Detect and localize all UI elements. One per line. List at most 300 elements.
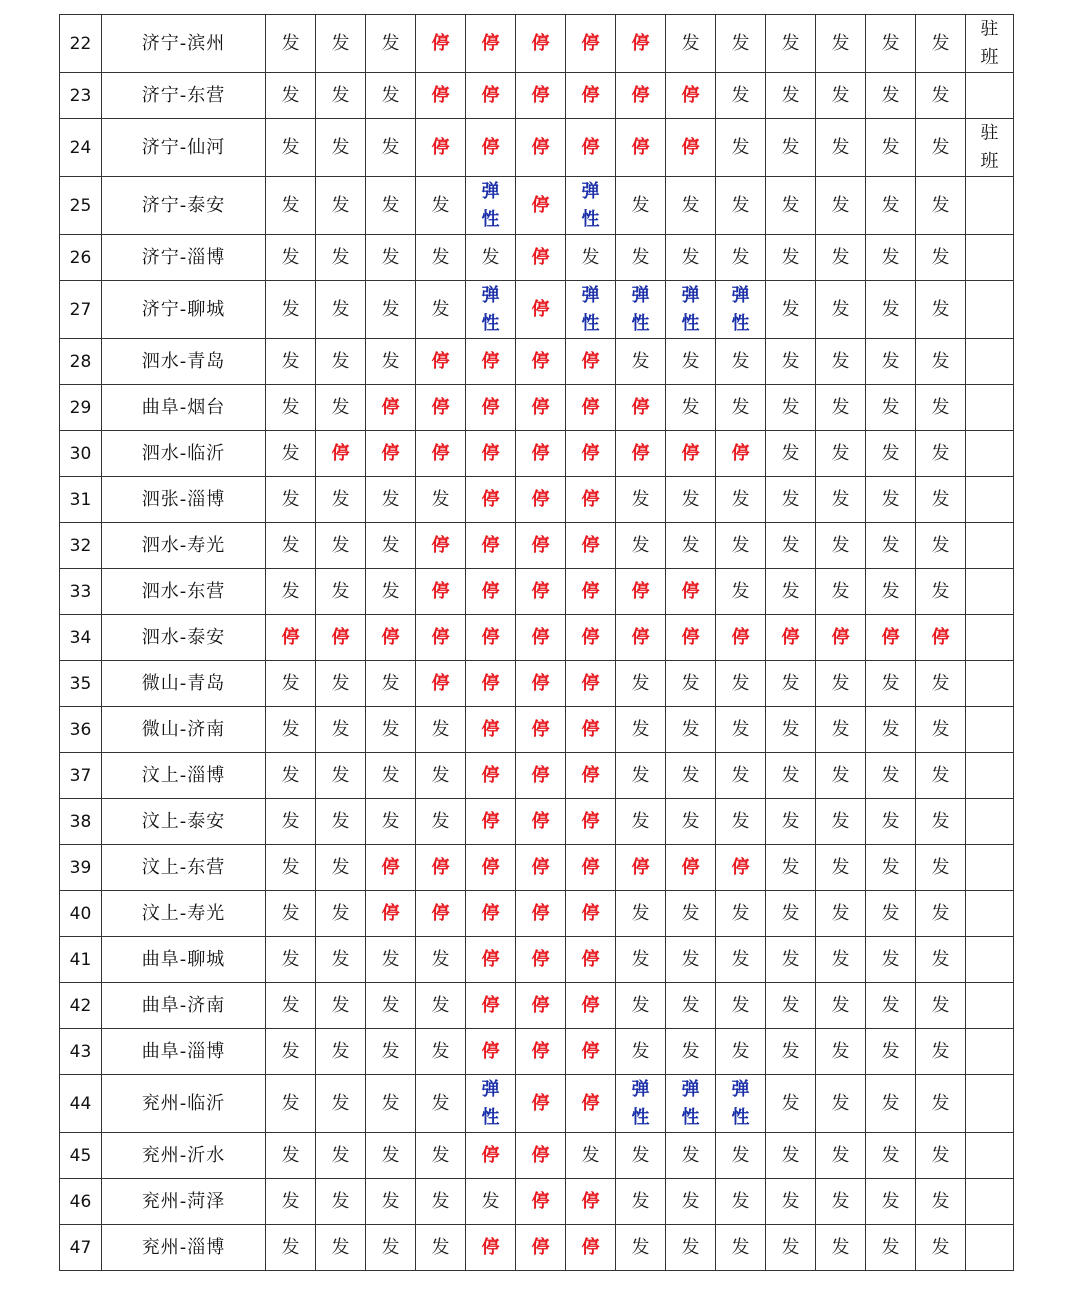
status-cell — [916, 891, 966, 937]
status-badge: 发 — [431, 1144, 450, 1166]
status-cell — [666, 235, 716, 281]
schedule-table — [59, 14, 1014, 1271]
route-name: 兖州-菏泽 — [102, 1179, 266, 1225]
status-badge: 发 — [731, 194, 750, 216]
status-cell — [816, 983, 866, 1029]
status-cell — [916, 1029, 966, 1075]
status-badge: 发 — [881, 994, 900, 1016]
status-badge: 停 — [381, 626, 400, 648]
status-badge: 弹性 — [681, 284, 700, 334]
status-cell — [266, 753, 316, 799]
status-cell — [316, 119, 366, 177]
note-cell — [966, 845, 1014, 891]
status-badge: 发 — [731, 534, 750, 556]
status-cell — [766, 177, 816, 235]
status-badge: 发 — [381, 994, 400, 1016]
status-cell — [716, 477, 766, 523]
status-badge: 停 — [531, 396, 550, 418]
status-cell — [366, 1075, 416, 1133]
status-badge: 发 — [781, 948, 800, 970]
status-cell — [566, 431, 616, 477]
note-cell — [966, 1225, 1014, 1271]
status-badge: 停 — [481, 718, 500, 740]
status-badge: 停 — [431, 84, 450, 106]
status-cell — [566, 799, 616, 845]
status-cell — [666, 1179, 716, 1225]
row-number: 31 — [60, 477, 102, 523]
status-badge: 停 — [581, 626, 600, 648]
status-cell — [366, 1179, 416, 1225]
status-badge: 停 — [481, 442, 500, 464]
row-number: 40 — [60, 891, 102, 937]
status-badge: 发 — [631, 764, 650, 786]
status-badge: 停 — [531, 1040, 550, 1062]
status-badge: 停 — [681, 84, 700, 106]
row-number: 39 — [60, 845, 102, 891]
status-cell — [816, 615, 866, 661]
status-badge: 发 — [631, 488, 650, 510]
status-cell — [766, 845, 816, 891]
status-badge: 弹性 — [581, 180, 600, 230]
status-badge: 发 — [381, 1040, 400, 1062]
row-number: 38 — [60, 799, 102, 845]
status-cell — [866, 385, 916, 431]
route-name: 泗水-泰安 — [102, 615, 266, 661]
row-number: 45 — [60, 1133, 102, 1179]
note-cell — [966, 431, 1014, 477]
status-cell — [316, 431, 366, 477]
status-badge: 停 — [581, 810, 600, 832]
status-cell — [766, 799, 816, 845]
status-badge: 停 — [681, 580, 700, 602]
status-cell — [766, 523, 816, 569]
status-cell — [866, 1133, 916, 1179]
status-badge: 发 — [331, 194, 350, 216]
status-cell — [316, 1179, 366, 1225]
status-cell — [316, 753, 366, 799]
status-badge: 停 — [531, 810, 550, 832]
status-badge: 停 — [831, 626, 850, 648]
status-cell — [866, 799, 916, 845]
status-cell — [316, 707, 366, 753]
status-badge: 发 — [681, 672, 700, 694]
status-cell — [766, 385, 816, 431]
status-cell — [716, 569, 766, 615]
status-cell — [866, 891, 916, 937]
status-cell — [566, 177, 616, 235]
status-badge: 发 — [881, 902, 900, 924]
note-cell — [966, 477, 1014, 523]
status-badge: 停 — [581, 1190, 600, 1212]
status-cell — [316, 523, 366, 569]
status-cell — [916, 799, 966, 845]
status-badge: 停 — [531, 442, 550, 464]
status-cell — [366, 1029, 416, 1075]
status-cell — [466, 615, 516, 661]
note-cell — [966, 177, 1014, 235]
route-name: 曲阜-淄博 — [102, 1029, 266, 1075]
status-cell — [416, 477, 466, 523]
status-badge: 发 — [331, 856, 350, 878]
row-number: 27 — [60, 281, 102, 339]
route-name: 曲阜-聊城 — [102, 937, 266, 983]
status-cell — [266, 983, 316, 1029]
status-cell — [816, 1075, 866, 1133]
status-cell — [516, 1179, 566, 1225]
status-badge: 发 — [831, 84, 850, 106]
status-badge: 发 — [831, 1144, 850, 1166]
status-badge: 发 — [681, 994, 700, 1016]
status-cell — [916, 983, 966, 1029]
status-badge: 发 — [881, 534, 900, 556]
status-cell — [616, 799, 666, 845]
status-badge: 发 — [281, 580, 300, 602]
status-badge: 发 — [281, 902, 300, 924]
table-row — [60, 339, 1014, 385]
status-cell — [466, 1029, 516, 1075]
status-cell — [566, 1133, 616, 1179]
row-number: 34 — [60, 615, 102, 661]
status-badge: 发 — [331, 534, 350, 556]
status-cell — [666, 983, 716, 1029]
status-badge: 发 — [431, 1092, 450, 1114]
status-badge: 停 — [631, 396, 650, 418]
note-cell — [966, 339, 1014, 385]
status-badge: 停 — [481, 1144, 500, 1166]
status-cell — [466, 119, 516, 177]
status-cell — [366, 431, 416, 477]
table-row — [60, 385, 1014, 431]
status-badge: 发 — [781, 534, 800, 556]
status-badge: 停 — [481, 488, 500, 510]
status-cell — [916, 1075, 966, 1133]
status-badge: 发 — [881, 580, 900, 602]
status-cell — [916, 477, 966, 523]
status-cell — [416, 235, 466, 281]
status-badge: 停 — [531, 1236, 550, 1258]
status-badge: 发 — [281, 350, 300, 372]
status-badge: 发 — [281, 442, 300, 464]
row-number: 41 — [60, 937, 102, 983]
table-row — [60, 177, 1014, 235]
status-cell — [866, 119, 916, 177]
status-badge: 发 — [431, 246, 450, 268]
status-cell — [816, 1133, 866, 1179]
table-row — [60, 73, 1014, 119]
status-badge: 停 — [531, 488, 550, 510]
status-cell — [416, 845, 466, 891]
status-cell — [516, 1075, 566, 1133]
status-cell — [916, 615, 966, 661]
table-row — [60, 15, 1014, 73]
row-number: 30 — [60, 431, 102, 477]
status-badge: 停 — [581, 488, 600, 510]
note-cell — [966, 281, 1014, 339]
status-cell — [266, 119, 316, 177]
status-badge: 发 — [381, 194, 400, 216]
status-cell — [816, 1225, 866, 1271]
status-cell — [716, 1133, 766, 1179]
status-badge: 停 — [481, 350, 500, 372]
status-badge: 停 — [481, 902, 500, 924]
status-cell — [666, 15, 716, 73]
status-cell — [266, 615, 316, 661]
status-badge: 停 — [481, 84, 500, 106]
status-badge: 发 — [931, 1040, 950, 1062]
status-cell — [866, 15, 916, 73]
status-badge: 停 — [681, 626, 700, 648]
status-cell — [516, 281, 566, 339]
status-cell — [466, 1133, 516, 1179]
status-cell — [316, 983, 366, 1029]
status-badge: 发 — [331, 580, 350, 602]
status-cell — [766, 615, 816, 661]
status-badge: 发 — [731, 246, 750, 268]
status-badge: 发 — [381, 1144, 400, 1166]
status-badge: 发 — [281, 1040, 300, 1062]
status-badge: 停 — [531, 948, 550, 970]
status-cell — [616, 1225, 666, 1271]
status-cell — [416, 1179, 466, 1225]
status-badge: 停 — [581, 718, 600, 740]
status-badge: 停 — [731, 442, 750, 464]
status-cell — [466, 983, 516, 1029]
status-badge: 发 — [581, 246, 600, 268]
status-badge: 发 — [781, 1236, 800, 1258]
status-cell — [516, 73, 566, 119]
note-cell — [966, 615, 1014, 661]
status-cell — [566, 615, 616, 661]
status-badge: 发 — [731, 396, 750, 418]
status-cell — [266, 385, 316, 431]
status-badge: 发 — [781, 856, 800, 878]
status-badge: 发 — [881, 298, 900, 320]
status-cell — [866, 281, 916, 339]
status-badge: 停 — [681, 136, 700, 158]
table-row — [60, 661, 1014, 707]
status-cell — [616, 523, 666, 569]
status-cell — [416, 177, 466, 235]
status-badge: 发 — [781, 1190, 800, 1212]
status-badge: 发 — [931, 718, 950, 740]
status-badge: 发 — [831, 298, 850, 320]
status-cell — [666, 477, 716, 523]
status-cell — [516, 385, 566, 431]
status-cell — [566, 753, 616, 799]
status-cell — [816, 845, 866, 891]
status-badge: 停 — [581, 534, 600, 556]
status-cell — [816, 281, 866, 339]
status-badge: 发 — [681, 32, 700, 54]
status-cell — [566, 15, 616, 73]
status-cell — [766, 1133, 816, 1179]
route-name: 曲阜-济南 — [102, 983, 266, 1029]
note-cell — [966, 73, 1014, 119]
status-badge: 停 — [581, 948, 600, 970]
status-badge: 发 — [731, 488, 750, 510]
status-badge: 发 — [781, 1092, 800, 1114]
status-badge: 发 — [781, 902, 800, 924]
status-cell — [366, 799, 416, 845]
status-cell — [416, 1075, 466, 1133]
status-cell — [616, 1133, 666, 1179]
status-cell — [716, 119, 766, 177]
status-cell — [416, 661, 466, 707]
status-cell — [266, 1029, 316, 1075]
status-cell — [716, 707, 766, 753]
status-badge: 发 — [831, 856, 850, 878]
status-badge: 发 — [831, 396, 850, 418]
status-badge: 发 — [631, 810, 650, 832]
status-cell — [266, 937, 316, 983]
status-badge: 发 — [481, 1190, 500, 1212]
status-cell — [866, 1029, 916, 1075]
status-cell — [766, 73, 816, 119]
status-badge: 发 — [731, 84, 750, 106]
status-cell — [666, 1029, 716, 1075]
status-cell — [716, 1179, 766, 1225]
status-cell — [816, 385, 866, 431]
note-cell — [966, 15, 1014, 73]
status-badge: 停 — [481, 948, 500, 970]
status-cell — [566, 983, 616, 1029]
status-cell — [666, 385, 716, 431]
status-cell — [916, 281, 966, 339]
status-cell — [916, 235, 966, 281]
row-number: 47 — [60, 1225, 102, 1271]
status-cell — [516, 891, 566, 937]
status-badge: 发 — [631, 948, 650, 970]
status-badge: 停 — [681, 442, 700, 464]
status-cell — [766, 15, 816, 73]
status-badge: 发 — [881, 1092, 900, 1114]
table-row — [60, 615, 1014, 661]
status-cell — [716, 891, 766, 937]
status-cell — [566, 119, 616, 177]
status-badge: 发 — [881, 948, 900, 970]
status-cell — [866, 73, 916, 119]
status-badge: 发 — [831, 672, 850, 694]
status-badge: 停 — [581, 580, 600, 602]
status-badge: 停 — [581, 994, 600, 1016]
status-badge: 发 — [931, 534, 950, 556]
status-badge: 发 — [381, 534, 400, 556]
status-badge: 停 — [481, 626, 500, 648]
status-cell — [266, 523, 316, 569]
status-badge: 发 — [431, 1190, 450, 1212]
status-badge: 发 — [381, 350, 400, 372]
status-cell — [616, 1179, 666, 1225]
note-cell — [966, 523, 1014, 569]
status-cell — [566, 281, 616, 339]
status-cell — [866, 339, 916, 385]
route-name: 微山-济南 — [102, 707, 266, 753]
status-cell — [666, 1133, 716, 1179]
status-cell — [466, 177, 516, 235]
status-cell — [316, 891, 366, 937]
status-cell — [416, 339, 466, 385]
status-badge: 发 — [931, 948, 950, 970]
status-cell — [366, 753, 416, 799]
status-badge: 发 — [631, 672, 650, 694]
status-cell — [516, 799, 566, 845]
status-cell — [616, 73, 666, 119]
status-cell — [866, 615, 916, 661]
status-cell — [516, 569, 566, 615]
status-cell — [666, 339, 716, 385]
status-cell — [366, 73, 416, 119]
status-badge: 发 — [781, 136, 800, 158]
status-cell — [616, 753, 666, 799]
status-cell — [916, 73, 966, 119]
status-cell — [266, 477, 316, 523]
status-cell — [816, 891, 866, 937]
status-badge: 发 — [631, 994, 650, 1016]
status-badge: 发 — [381, 948, 400, 970]
table-row — [60, 753, 1014, 799]
status-badge: 发 — [631, 534, 650, 556]
note-text: 驻班 — [980, 122, 999, 172]
status-cell — [516, 477, 566, 523]
row-number: 44 — [60, 1075, 102, 1133]
status-cell — [716, 431, 766, 477]
status-badge: 发 — [281, 84, 300, 106]
status-badge: 停 — [531, 672, 550, 694]
status-cell — [516, 937, 566, 983]
status-cell — [416, 753, 466, 799]
status-cell — [466, 385, 516, 431]
status-badge: 发 — [631, 718, 650, 740]
status-badge: 发 — [381, 810, 400, 832]
status-cell — [666, 615, 716, 661]
status-cell — [866, 1075, 916, 1133]
status-cell — [666, 569, 716, 615]
status-cell — [366, 1133, 416, 1179]
status-cell — [616, 661, 666, 707]
status-badge: 发 — [781, 442, 800, 464]
status-cell — [416, 983, 466, 1029]
status-badge: 发 — [781, 810, 800, 832]
status-badge: 发 — [931, 194, 950, 216]
status-cell — [866, 845, 916, 891]
status-badge: 停 — [481, 32, 500, 54]
status-badge: 停 — [431, 902, 450, 924]
status-cell — [266, 339, 316, 385]
status-badge: 停 — [481, 764, 500, 786]
status-badge: 发 — [931, 396, 950, 418]
status-badge: 弹性 — [581, 284, 600, 334]
status-badge: 发 — [281, 1092, 300, 1114]
status-cell — [616, 431, 666, 477]
route-name: 泗张-淄博 — [102, 477, 266, 523]
table-row — [60, 523, 1014, 569]
status-badge: 发 — [881, 1040, 900, 1062]
status-badge: 发 — [781, 994, 800, 1016]
status-badge: 弹性 — [631, 1078, 650, 1128]
status-badge: 发 — [331, 672, 350, 694]
status-cell — [466, 799, 516, 845]
route-name: 兖州-淄博 — [102, 1225, 266, 1271]
row-number: 26 — [60, 235, 102, 281]
status-cell — [416, 891, 466, 937]
route-name: 兖州-临沂 — [102, 1075, 266, 1133]
status-badge: 停 — [581, 396, 600, 418]
status-badge: 停 — [481, 856, 500, 878]
status-badge: 发 — [781, 488, 800, 510]
status-cell — [716, 1029, 766, 1075]
status-cell — [866, 661, 916, 707]
status-badge: 发 — [831, 902, 850, 924]
